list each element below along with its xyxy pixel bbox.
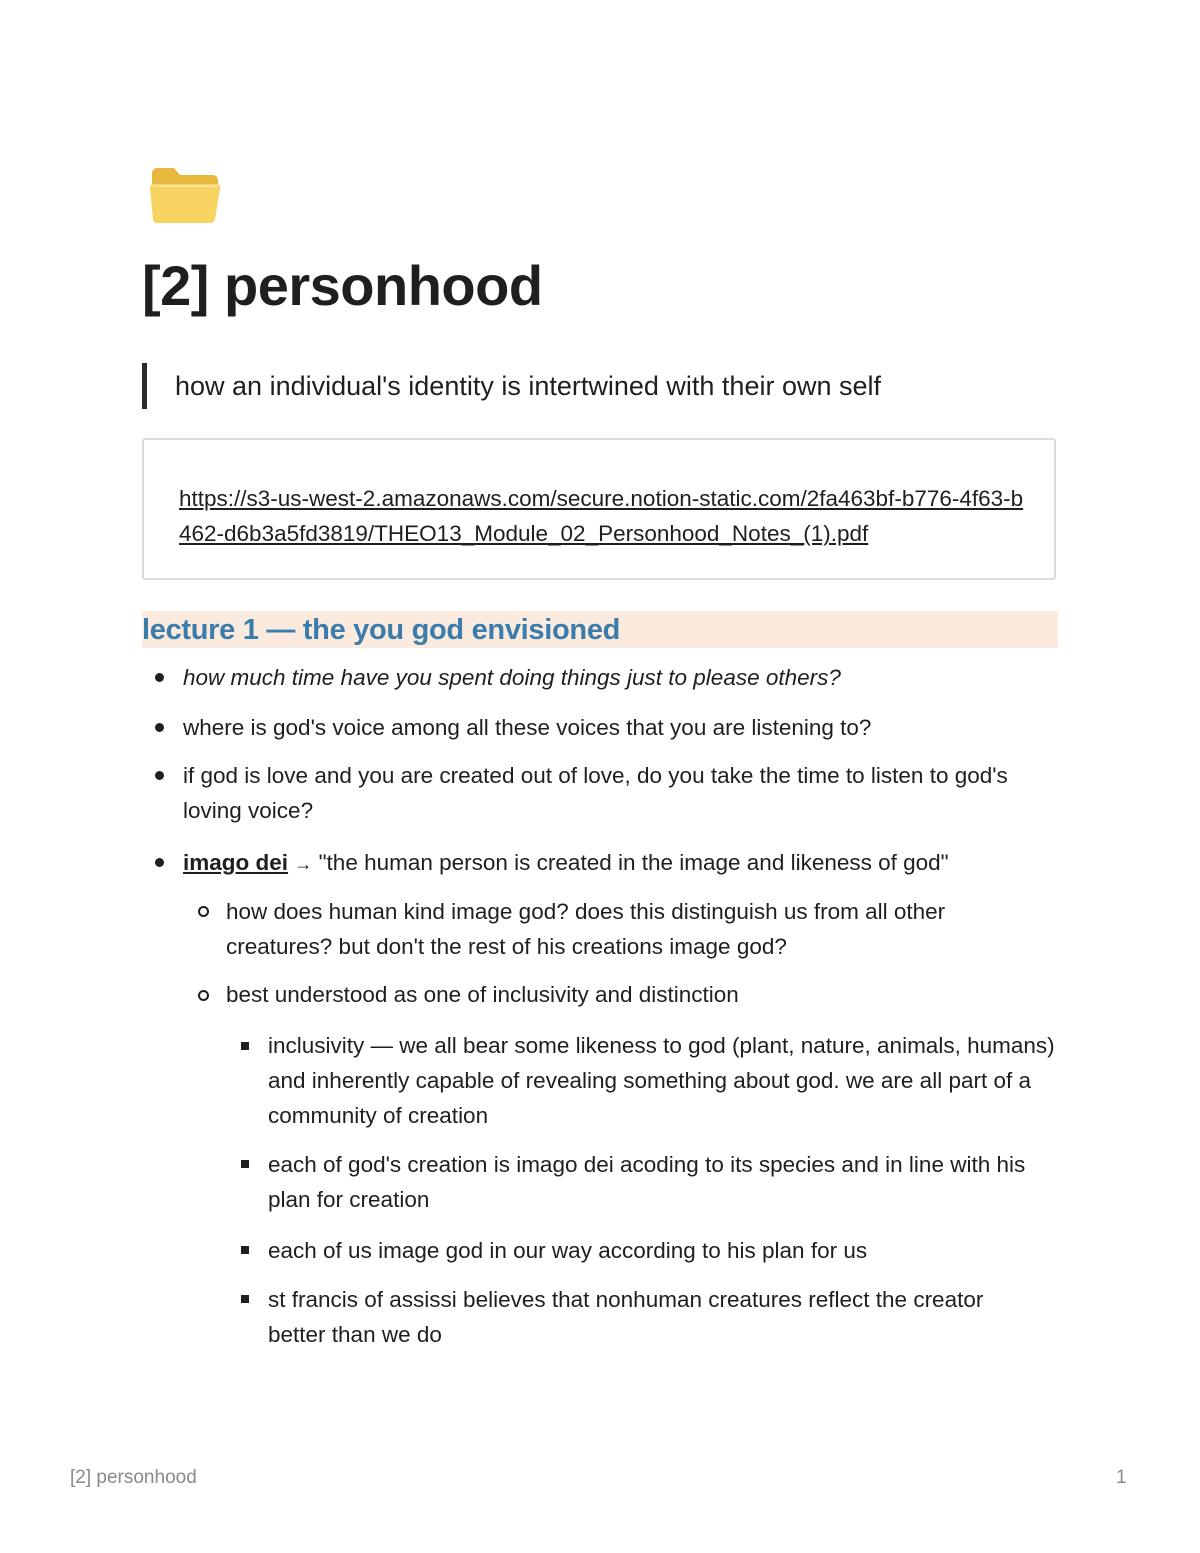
- quote-bar: [142, 363, 147, 409]
- bullet-square: [241, 1042, 249, 1050]
- footer-title: [2] personhood: [70, 1467, 197, 1488]
- bullet-dot: [155, 673, 164, 682]
- section-heading-text: lecture 1 — the you god envisioned: [142, 614, 621, 646]
- pdf-embed-box: [142, 438, 1056, 580]
- quote-block: [142, 363, 1060, 409]
- pdf-link[interactable]: https://s3-us-west-2.amazonaws.com/secure.notion-static.com/2fa463bf-b776-4f63-b462-d6b3a5fd3819/THEO13_Module_02_Personhood_Notes_(1).pdf: [179, 486, 1024, 546]
- list-item-imago-dei: [183, 845, 1053, 882]
- bullet-square: [241, 1160, 249, 1168]
- sub-sub-list-item: inclusivity — we all bear some likeness to god (plant, nature, animals, humans) and inherently capable of revealing something about god. we are all part of a community of creation: [268, 1033, 1055, 1128]
- sub-list-item: how does human kind image god? does this distinguish us from all other creatures? but don't the rest of his creations image god?: [226, 899, 946, 959]
- imago-dei-term: imago dei: [183, 850, 289, 875]
- bullet-ring: [198, 906, 209, 917]
- quote-text: how an individual's identity is intertwined with their own self: [175, 371, 882, 401]
- list-item: if god is love and you are created out of love, do you take the time to listen to god's loving voice?: [183, 763, 1008, 823]
- list-item: where is god's voice among all these voices that you are listening to?: [183, 715, 872, 740]
- page-title: [2] personhood: [142, 254, 543, 317]
- bullet-dot: [155, 771, 164, 780]
- bullet-dot: [155, 723, 164, 732]
- sub-sub-list-item: each of us image god in our way according to his plan for us: [268, 1238, 868, 1263]
- section-heading: [142, 611, 1058, 648]
- list-item: how much time have you spent doing things just to please others?: [183, 665, 841, 690]
- bullet-dot: [155, 858, 164, 867]
- arrow-glyph: →: [294, 854, 313, 874]
- folder-icon: [148, 164, 222, 226]
- bullet-square: [241, 1246, 249, 1254]
- page-number: 1: [1116, 1467, 1127, 1488]
- sub-sub-list-item: st francis of assissi believes that nonhuman creatures reflect the creator better than we do: [268, 1287, 984, 1347]
- sub-list-item: best understood as one of inclusivity and distinction: [226, 982, 739, 1007]
- imago-dei-definition: "the human person is created in the image and likeness of god": [318, 850, 949, 875]
- sub-sub-list-item: each of god's creation is imago dei acoding to its species and in line with his plan for creation: [268, 1152, 1026, 1212]
- bullet-ring: [198, 990, 209, 1001]
- bullet-square: [241, 1295, 249, 1303]
